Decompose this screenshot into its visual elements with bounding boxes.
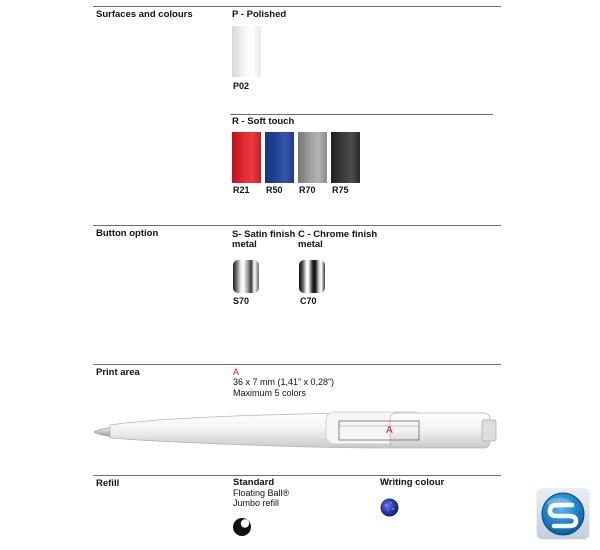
button-c70-code: C70	[300, 296, 317, 306]
satin-heading-line1: S- Satin finish	[232, 229, 296, 240]
pen-svg	[94, 408, 504, 454]
polished-heading: P - Polished	[232, 9, 287, 20]
pen-tip	[94, 427, 112, 437]
button-option-rule	[93, 225, 501, 226]
swatch-r75-code: R75	[332, 185, 349, 195]
surfaces-label: Surfaces and colours	[96, 9, 193, 20]
refill-standard-line2: Jumbo refill	[233, 498, 280, 508]
swatch-r75	[331, 132, 360, 183]
chrome-heading-line2: metal	[298, 239, 323, 250]
brand-badge	[537, 489, 589, 539]
button-chip-s70	[233, 260, 259, 293]
swatch-r21-code: R21	[233, 185, 250, 195]
swatch-r21	[232, 132, 261, 183]
button-s70-code: S70	[233, 296, 250, 306]
brand-s-logo-icon	[537, 489, 589, 539]
refill-rule	[93, 475, 501, 476]
print-area-marker: A	[233, 367, 240, 377]
writing-colour-heading: Writing colour	[380, 477, 445, 488]
button-chip-c70	[299, 260, 325, 293]
print-area-label: Print area	[96, 367, 140, 378]
button-option-label: Button option	[96, 228, 159, 239]
refill-icon	[232, 517, 252, 537]
pen-push-button	[482, 420, 496, 441]
pen-top	[390, 413, 490, 448]
refill-standard-heading: Standard	[233, 477, 275, 488]
swatch-r50	[265, 132, 294, 183]
surfaces-rule	[93, 6, 501, 7]
swatch-r70	[298, 132, 327, 183]
pen-illustration	[94, 408, 504, 454]
chrome-heading-line1: C - Chrome finish	[298, 229, 378, 240]
swatch-p02	[232, 26, 261, 77]
swatch-r70-code: R70	[299, 185, 316, 195]
pen-print-area-marker: A	[386, 425, 393, 436]
swatch-r50-code: R50	[266, 185, 283, 195]
print-area-dimensions: 36 x 7 mm (1,41” x 0,28”)	[233, 377, 335, 387]
soft-touch-rule	[230, 114, 493, 115]
ink-colour-swatch	[380, 498, 399, 517]
print-area-rule	[93, 364, 501, 365]
satin-heading-line2: metal	[232, 239, 257, 250]
soft-touch-heading: R - Soft touch	[232, 116, 295, 127]
print-area-max-colors: Maximum 5 colors	[233, 388, 307, 398]
refill-standard-line1: Floating Ball®	[233, 488, 290, 498]
swatch-p02-code: P02	[233, 81, 250, 91]
refill-label: Refill	[96, 478, 120, 489]
